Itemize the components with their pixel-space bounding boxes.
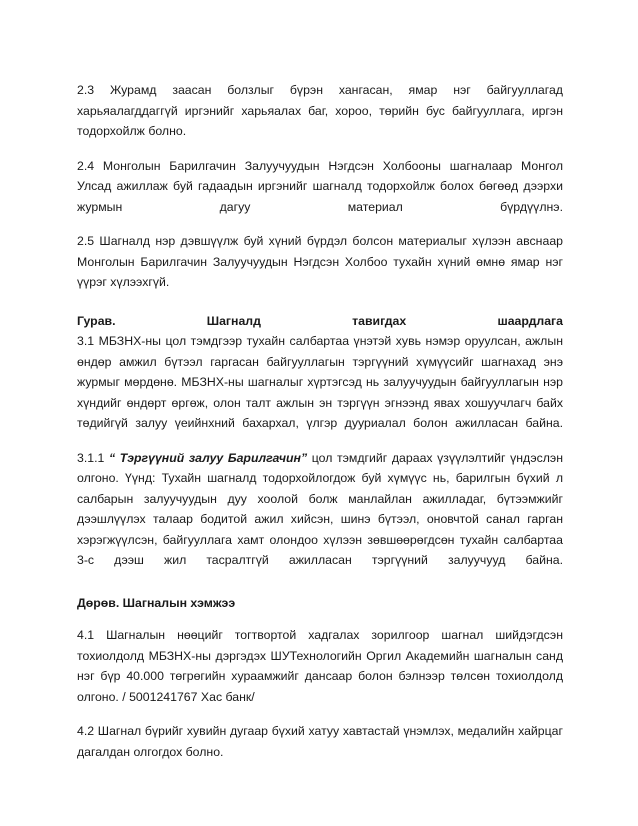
paragraph-3-1-1 <box>77 448 563 571</box>
paragraph-4-2: 4.2 Шагнал бүрийг хувийн дугаар бүхий хатуу хавтастай үнэмлэх, медалийн хайрцаг дагалдан олгогдох болно. <box>77 724 563 759</box>
paragraph-3-1: 3.1 МБЗНХ-ны цол тэмдгээр тухайн салбартаа үнэтэй хувь нэмэр оруулсан, ажлын өндөр амжил бүтээл гаргасан байгууллагын тэргүүний хүмүүсийг шагнахад энэ журмыг мөрдөнө. МБЗНХ-ны шагналыг хүртэгсэд нь залуучуудын байгууллагын нэр хүндийг өндөрт өргөж, олон талт ажлын эн тэргүүн эгнээнд явах хошуучлагч байх төдийгүй залуу үеийнхний бахархал, үлгэр дууриалал болон ажилласан байна. <box>77 334 563 430</box>
paragraph-2-3: 2.3 Журамд заасан болзлыг бүрэн хангасан, ямар нэг байгууллагад харьяалагддаггүй иргэнийг харьяалах баг, хороо, төрийн бус байгууллага, иргэн тодорхойлж болно. <box>77 83 563 138</box>
paragraph-3-1-1-number: 3.1.1 <box>77 450 109 465</box>
paragraph-4-1: 4.1 Шагналын нөөцийг тогтвортой хадгалах зорилгоор шагнал шийдэгдсэн тохиолдолд МБЗНХ-ны дэргэдэх ШУТехнологийн Оргил Академийн шагналын санд нэг бүр 40.000 төгрөгийн хураамжийг дансаар болон бэлнээр төлсөн тохиолдолд олгоно. / 5001241767 Хас банк/ <box>77 628 563 704</box>
award-title: “ Тэргүүний залуу Барилгачин” <box>108 450 308 465</box>
paragraph-2-4: 2.4 Монголын Барилгачин Залуучуудын Нэгдсэн Холбооны шагналаар Монгол Улсад ажиллаж буй гадаадын иргэнийг шагналд тодорхойлж болох бөгөөд дээрхи журмын дагуу материал бүрдүүлнэ. <box>77 158 563 214</box>
paragraph-3-1-1-body: цол тэмдгийг дараах үзүүлэлтийг үндэслэн олгоно. Үүнд: Тухайн шагналд тодорхойлогдож буй хүмүүс нь, барилгын бүхий л салбарын залуучуудын дуу хоолой болж манлайлан ажилладаг, бүтээмжийг дээшлүүлэх талаар бодитой ажил хийсэн, шинэ бүтээл, оновчтой санал гарган хэрэгжүүлсэн, байгууллага хамт олондоо хүлээн зөвшөөрөгдсөн тухайн салбартаа 3-с дээш жил тасралтгүй ажилласан тэргүүний залуучууд байна. <box>77 450 563 567</box>
document-page <box>77 80 563 776</box>
section-3-heading: Гурав. Шагналд тавигдах шаардлага <box>77 313 563 328</box>
paragraph-2-5: 2.5 Шагналд нэр дэвшүүлж буй хүний бүрдэл болсон материалыг хүлээн авснаар Монголын Барилгачин Залуучуудын Нэгдсэн Холбоо тухайн хүний өмнө ямар нэг үүрэг хүлээхгүй. <box>77 234 563 289</box>
section-4-heading: Дөрөв. Шагналын хэмжээ <box>77 595 236 610</box>
